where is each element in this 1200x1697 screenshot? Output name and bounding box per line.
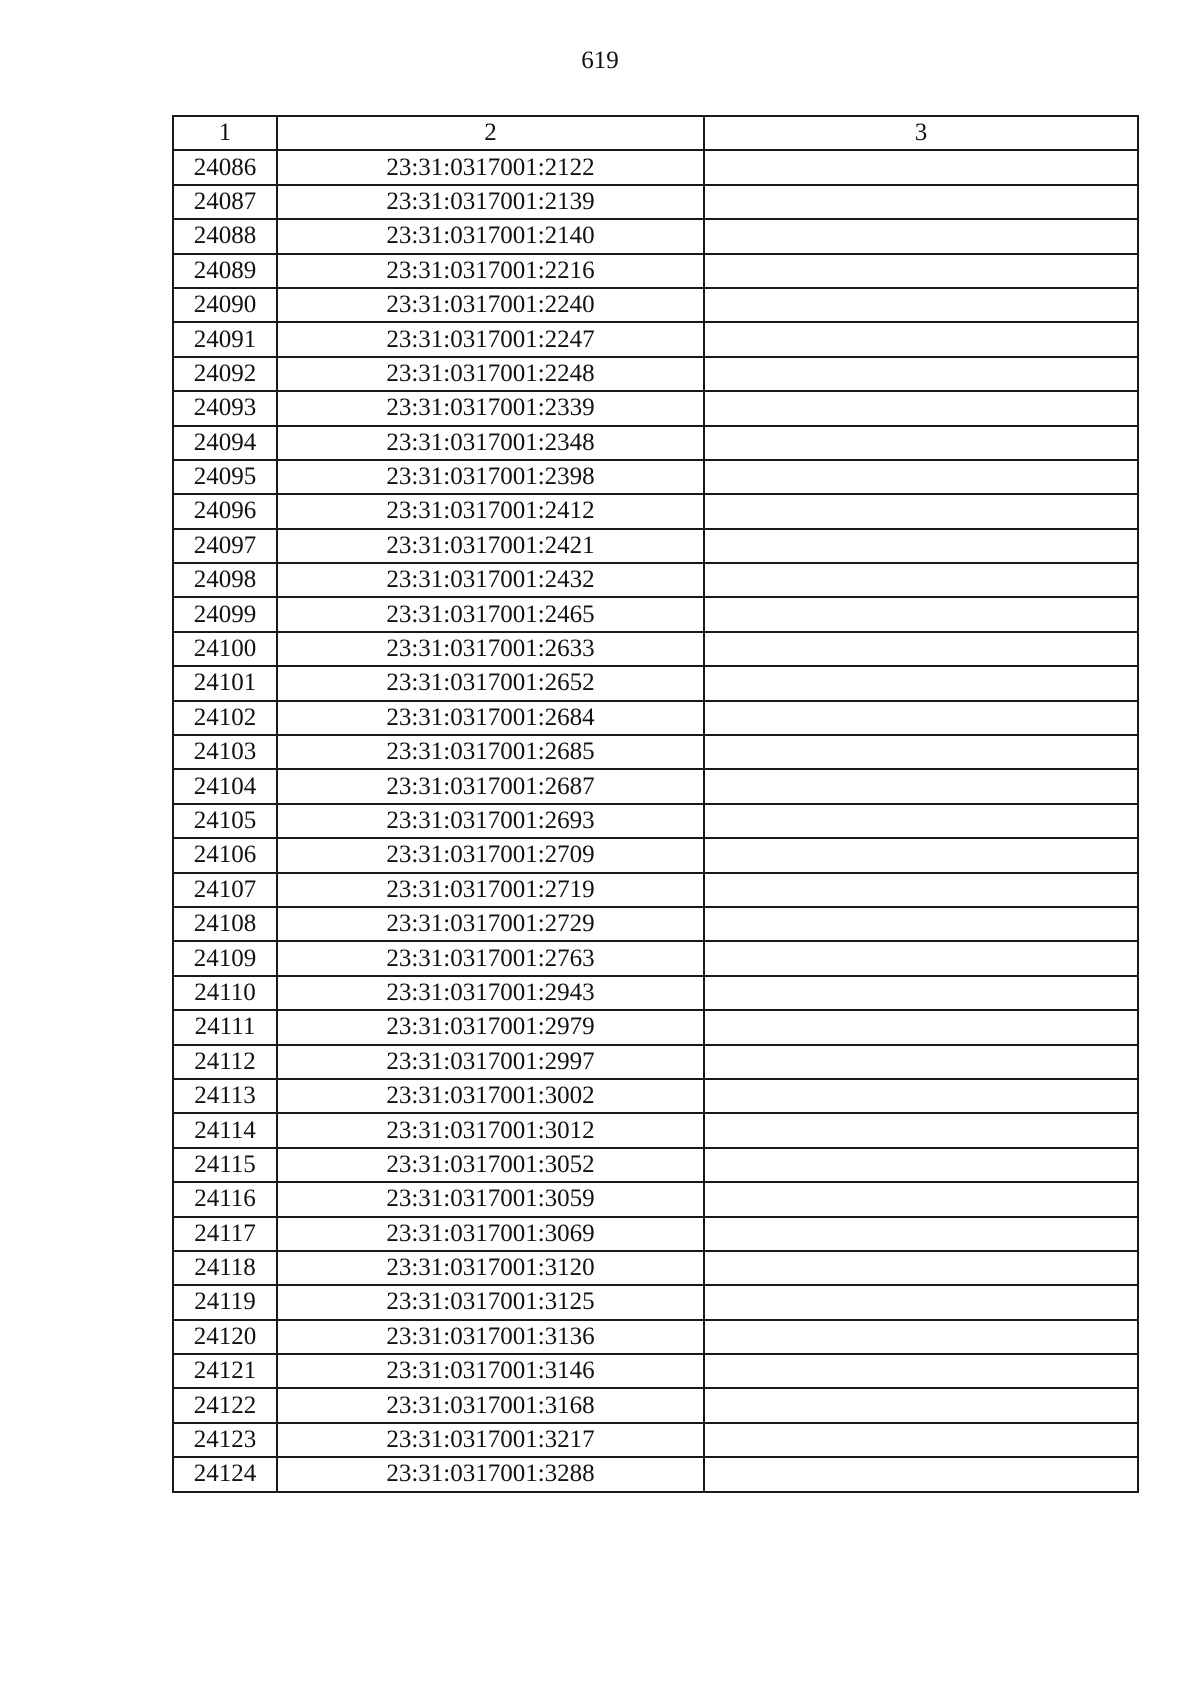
row-number-cell: 24111 (173, 1010, 277, 1044)
cadastral-number-cell: 23:31:0317001:3288 (277, 1457, 704, 1491)
note-cell (704, 701, 1138, 735)
cadastral-number-cell: 23:31:0317001:2687 (277, 769, 704, 803)
table-row (173, 1285, 1138, 1319)
note-cell (704, 357, 1138, 391)
cadastral-number-cell: 23:31:0317001:2421 (277, 529, 704, 563)
cadastral-number-cell: 23:31:0317001:2248 (277, 357, 704, 391)
note-cell (704, 1079, 1138, 1113)
cadastral-number-cell: 23:31:0317001:2719 (277, 873, 704, 907)
note-cell (704, 1354, 1138, 1388)
note-cell (704, 288, 1138, 322)
table-row (173, 150, 1138, 184)
note-cell (704, 1045, 1138, 1079)
note-cell (704, 1113, 1138, 1147)
cadastral-number-cell: 23:31:0317001:3125 (277, 1285, 704, 1319)
header-cell-col3: 3 (704, 116, 1138, 150)
table-body (173, 150, 1138, 1491)
note-cell (704, 1251, 1138, 1285)
table-row (173, 529, 1138, 563)
note-cell (704, 1285, 1138, 1319)
cadastral-number-cell: 23:31:0317001:2997 (277, 1045, 704, 1079)
note-cell (704, 391, 1138, 425)
note-cell (704, 460, 1138, 494)
cadastral-number-cell: 23:31:0317001:2412 (277, 494, 704, 528)
row-number-cell: 24105 (173, 804, 277, 838)
cadastral-number-cell: 23:31:0317001:2240 (277, 288, 704, 322)
row-number-cell: 24087 (173, 185, 277, 219)
table-row (173, 873, 1138, 907)
row-number-cell: 24112 (173, 1045, 277, 1079)
note-cell (704, 666, 1138, 700)
table-row (173, 1217, 1138, 1251)
note-cell (704, 563, 1138, 597)
table-row (173, 941, 1138, 975)
row-number-cell: 24092 (173, 357, 277, 391)
table-row (173, 288, 1138, 322)
cadastral-number-cell: 23:31:0317001:3168 (277, 1388, 704, 1422)
row-number-cell: 24096 (173, 494, 277, 528)
cadastral-number-cell: 23:31:0317001:2140 (277, 219, 704, 253)
note-cell (704, 735, 1138, 769)
cadastral-number-cell: 23:31:0317001:2684 (277, 701, 704, 735)
note-cell (704, 838, 1138, 872)
cadastral-number-cell: 23:31:0317001:2139 (277, 185, 704, 219)
note-cell (704, 150, 1138, 184)
cadastral-number-cell: 23:31:0317001:2685 (277, 735, 704, 769)
note-cell (704, 1217, 1138, 1251)
row-number-cell: 24118 (173, 1251, 277, 1285)
row-number-cell: 24101 (173, 666, 277, 700)
cadastral-number-cell: 23:31:0317001:2693 (277, 804, 704, 838)
row-number-cell: 24091 (173, 322, 277, 356)
register-table (172, 115, 1139, 1493)
table-row (173, 1045, 1138, 1079)
note-cell (704, 907, 1138, 941)
row-number-cell: 24121 (173, 1354, 277, 1388)
table-row (173, 804, 1138, 838)
row-number-cell: 24117 (173, 1217, 277, 1251)
table-row (173, 666, 1138, 700)
row-number-cell: 24088 (173, 219, 277, 253)
row-number-cell: 24116 (173, 1182, 277, 1216)
row-number-cell: 24114 (173, 1113, 277, 1147)
table-row (173, 1010, 1138, 1044)
note-cell (704, 1423, 1138, 1457)
cadastral-number-cell: 23:31:0317001:3136 (277, 1320, 704, 1354)
row-number-cell: 24095 (173, 460, 277, 494)
note-cell (704, 185, 1138, 219)
row-number-cell: 24090 (173, 288, 277, 322)
row-number-cell: 24107 (173, 873, 277, 907)
row-number-cell: 24103 (173, 735, 277, 769)
note-cell (704, 1182, 1138, 1216)
header-cell-col1: 1 (173, 116, 277, 150)
cadastral-number-cell: 23:31:0317001:2729 (277, 907, 704, 941)
cadastral-number-cell: 23:31:0317001:2943 (277, 976, 704, 1010)
table-row (173, 494, 1138, 528)
row-number-cell: 24086 (173, 150, 277, 184)
table-row (173, 632, 1138, 666)
cadastral-number-cell: 23:31:0317001:3069 (277, 1217, 704, 1251)
table-row (173, 769, 1138, 803)
cadastral-number-cell: 23:31:0317001:3217 (277, 1423, 704, 1457)
page-number: 619 (581, 47, 619, 74)
row-number-cell: 24094 (173, 426, 277, 460)
note-cell (704, 1320, 1138, 1354)
table-row (173, 597, 1138, 631)
cadastral-number-cell: 23:31:0317001:2465 (277, 597, 704, 631)
row-number-cell: 24124 (173, 1457, 277, 1491)
cadastral-number-cell: 23:31:0317001:2339 (277, 391, 704, 425)
header-cell-col2: 2 (277, 116, 704, 150)
note-cell (704, 254, 1138, 288)
row-number-cell: 24119 (173, 1285, 277, 1319)
note-cell (704, 769, 1138, 803)
row-number-cell: 24104 (173, 769, 277, 803)
note-cell (704, 529, 1138, 563)
row-number-cell: 24099 (173, 597, 277, 631)
cadastral-number-cell: 23:31:0317001:3052 (277, 1148, 704, 1182)
cadastral-number-cell: 23:31:0317001:2398 (277, 460, 704, 494)
table-row (173, 1079, 1138, 1113)
row-number-cell: 24097 (173, 529, 277, 563)
row-number-cell: 24113 (173, 1079, 277, 1113)
cadastral-number-cell: 23:31:0317001:2216 (277, 254, 704, 288)
header-row (173, 116, 1138, 150)
row-number-cell: 24098 (173, 563, 277, 597)
row-number-cell: 24100 (173, 632, 277, 666)
note-cell (704, 941, 1138, 975)
cadastral-number-cell: 23:31:0317001:2633 (277, 632, 704, 666)
table-header (173, 116, 1138, 150)
cadastral-number-cell: 23:31:0317001:3120 (277, 1251, 704, 1285)
cadastral-number-cell: 23:31:0317001:2979 (277, 1010, 704, 1044)
row-number-cell: 24115 (173, 1148, 277, 1182)
table-row (173, 357, 1138, 391)
table-row (173, 701, 1138, 735)
cadastral-number-cell: 23:31:0317001:3059 (277, 1182, 704, 1216)
row-number-cell: 24122 (173, 1388, 277, 1422)
row-number-cell: 24123 (173, 1423, 277, 1457)
note-cell (704, 804, 1138, 838)
table-row (173, 185, 1138, 219)
cadastral-number-cell: 23:31:0317001:2247 (277, 322, 704, 356)
cadastral-number-cell: 23:31:0317001:3146 (277, 1354, 704, 1388)
note-cell (704, 873, 1138, 907)
note-cell (704, 1457, 1138, 1491)
note-cell (704, 1010, 1138, 1044)
table-row (173, 1354, 1138, 1388)
row-number-cell: 24109 (173, 941, 277, 975)
note-cell (704, 632, 1138, 666)
table-row (173, 907, 1138, 941)
note-cell (704, 1148, 1138, 1182)
table-row (173, 1148, 1138, 1182)
table-row (173, 322, 1138, 356)
cadastral-number-cell: 23:31:0317001:2432 (277, 563, 704, 597)
note-cell (704, 976, 1138, 1010)
row-number-cell: 24102 (173, 701, 277, 735)
row-number-cell: 24106 (173, 838, 277, 872)
table-row (173, 391, 1138, 425)
table-row (173, 838, 1138, 872)
note-cell (704, 322, 1138, 356)
table-row (173, 254, 1138, 288)
note-cell (704, 597, 1138, 631)
table-row (173, 563, 1138, 597)
note-cell (704, 219, 1138, 253)
table-row (173, 219, 1138, 253)
table-row (173, 1113, 1138, 1147)
table-row (173, 1457, 1138, 1491)
cadastral-number-cell: 23:31:0317001:2348 (277, 426, 704, 460)
table-row (173, 976, 1138, 1010)
table-row (173, 1320, 1138, 1354)
table-row (173, 1182, 1138, 1216)
cadastral-number-cell: 23:31:0317001:3002 (277, 1079, 704, 1113)
row-number-cell: 24089 (173, 254, 277, 288)
cadastral-number-cell: 23:31:0317001:2652 (277, 666, 704, 700)
table-row (173, 735, 1138, 769)
cadastral-number-cell: 23:31:0317001:3012 (277, 1113, 704, 1147)
row-number-cell: 24120 (173, 1320, 277, 1354)
note-cell (704, 494, 1138, 528)
cadastral-number-cell: 23:31:0317001:2763 (277, 941, 704, 975)
cadastral-number-cell: 23:31:0317001:2709 (277, 838, 704, 872)
note-cell (704, 426, 1138, 460)
cadastral-number-cell: 23:31:0317001:2122 (277, 150, 704, 184)
row-number-cell: 24108 (173, 907, 277, 941)
table-row (173, 1388, 1138, 1422)
row-number-cell: 24093 (173, 391, 277, 425)
table-row (173, 460, 1138, 494)
table-row (173, 426, 1138, 460)
note-cell (704, 1388, 1138, 1422)
row-number-cell: 24110 (173, 976, 277, 1010)
table-row (173, 1251, 1138, 1285)
table-row (173, 1423, 1138, 1457)
